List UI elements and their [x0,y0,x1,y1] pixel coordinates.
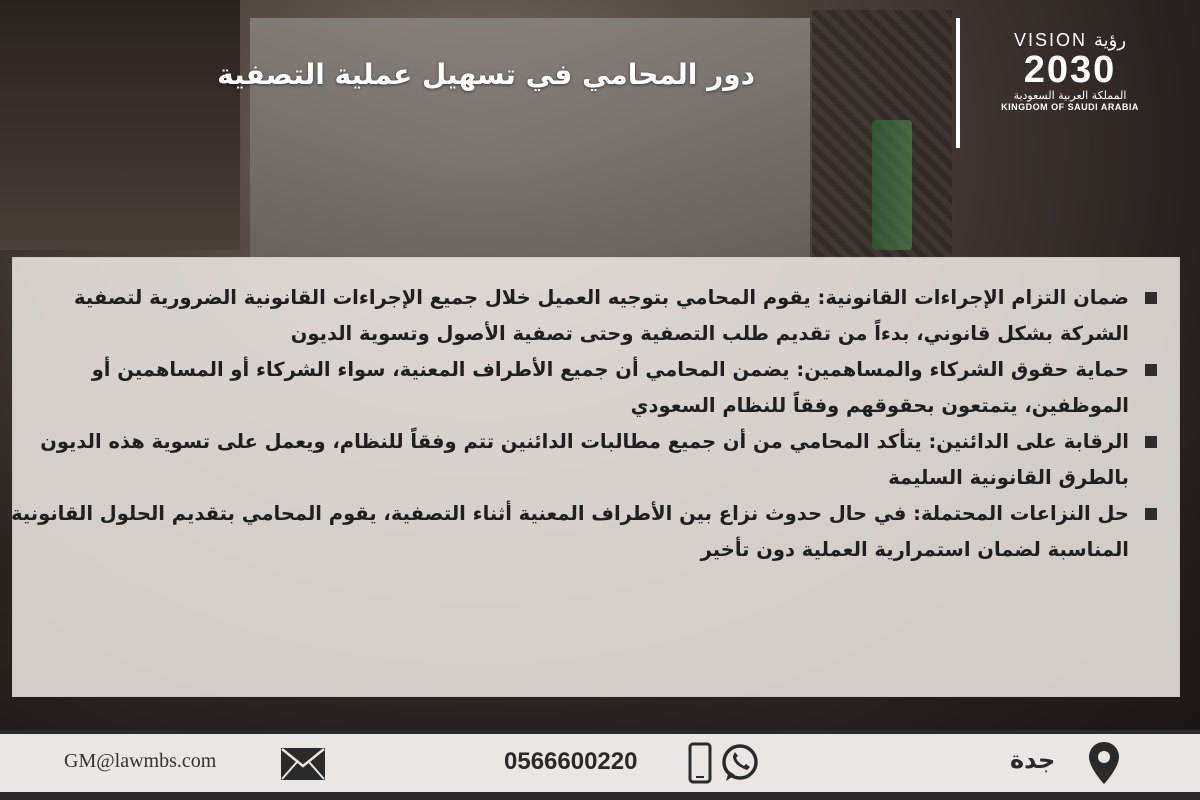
vision-arabic-word: رؤية [1093,30,1127,51]
header-divider [956,18,960,148]
email-link[interactable]: GM@lawmbs.com [64,750,217,772]
vision-arabic-kingdom: المملكة العربية السعودية [1013,89,1127,102]
page-title: دور المحامي في تسهيل عملية التصفية [217,58,755,91]
background-flag [872,120,912,250]
vision-english-kingdom: KINGDOM OF SAUDI ARABIA [1001,102,1139,112]
footer-bottom-band [0,792,1200,800]
mobile-phone-icon [688,742,712,784]
list-item-text: ضمان التزام الإجراءات القانونية: يقوم المحامي بتوجيه العميل خلال جميع الإجراءات القانونية الضرورية لتصفية الشركة بشكل قانوني، بدءاً من تقديم طلب التصفية وحتى تصفية الأصول وتسوية الديون [74,286,1129,345]
background-wall [0,0,240,250]
envelope-icon [280,747,326,781]
square-bullet-icon [1145,364,1157,376]
city-label: جدة [1010,746,1056,774]
list-item-text: حماية حقوق الشركاء والمساهمين: يضمن المحامي أن جميع الأطراف المعنية، سواء الشركاء أو المساهمين أو الموظفين، يتمتعون بحقوقهم وفقاً للنظام السعودي [91,358,1129,417]
phone-number[interactable]: 0566600220 [504,748,638,775]
square-bullet-icon [1145,292,1157,304]
list-item [7,424,1157,496]
list-item-text: حل النزاعات المحتملة: في حال حدوث نزاع بين الأطراف المعنية أثناء التصفية، يقوم المحامي بتقديم الحلول القانونية المناسبة لضمان استمرارية العملية دون تأخير [10,502,1129,561]
square-bullet-icon [1145,436,1157,448]
list-item [7,352,1157,424]
contact-footer [0,730,1200,800]
vision-word: VISION [1013,30,1087,50]
location-pin-icon [1087,740,1121,786]
background-sign-board [250,18,810,258]
vision-year: 2030 [1023,49,1117,91]
content-panel [12,257,1180,697]
list-item [7,280,1157,352]
list-item-text: الرقابة على الدائنين: يتأكد المحامي من أن جميع مطالبات الدائنين تتم وفقاً للنظام، ويعمل على تسوية هذه الديون بالطرق القانونية السليمة [40,430,1129,489]
vision-2030-logo [975,30,1165,140]
list-item [7,496,1157,568]
square-bullet-icon [1145,508,1157,520]
vision-logo-top [975,30,1165,51]
whatsapp-icon [720,743,760,783]
roles-list [7,280,1157,568]
